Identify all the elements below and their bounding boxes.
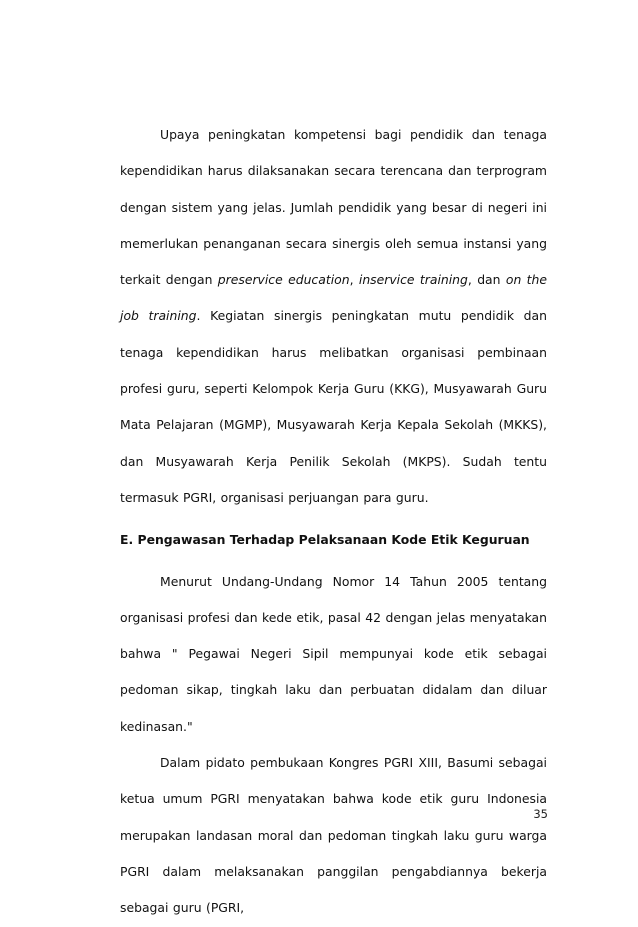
paragraph-law-reference: Menurut Undang-Undang Nomor 14 Tahun 2005 tentang organisasi profesi dan kede etik, pasal 42 dengan jelas menyatakan bahwa " Pegawai Negeri Sipil mempunyai kode etik sebagai pedoman sikap, tingkah laku dan perbuatan didalam dan diluar kedinasan." [120,573,547,734]
body-text [120,117,547,927]
section-heading: E. Pengawasan Terhadap Pelaksanaan Kode Etik Keguruan [120,532,530,548]
paragraph-text: . Kegiatan sinergis peningkatan mutu pendidik dan tenaga kependidikan harus melibatkan organisasi pembinaan profesi guru, seperti Kelompok Kerja Guru (KKG), Musyawarah Guru Mata Pelajaran (MGMP), Musyawarah Kerja Kepala Sekolah (MKKS), dan Musyawarah Kerja Penilik Sekolah (MKPS). Sudah tentu termasuk PGRI, organisasi perjuangan para guru. [120,308,547,505]
paragraph-pgri-congress: Dalam pidato pembukaan Kongres PGRI XIII, Basumi sebagai ketua umum PGRI menyatakan bahwa kode etik guru Indonesia merupakan landasan moral dan pedoman tingkah laku guru warga PGRI dalam melaksanakan panggilan pengabdiannya bekerja sebagai guru (PGRI, [120,755,547,916]
paragraph-text: Upaya peningkatan kompetensi bagi pendidik dan tenaga kependidikan harus dilaksanakan secara terencana dan terprogram dengan sistem yang jelas. Jumlah pendidik yang besar di negeri ini memerlukan penanganan secara sinergis oleh semua instansi yang terkait dengan [120,127,547,288]
page-number: 35 [533,807,548,821]
separator-text: , dan [467,272,506,288]
separator-text: , [349,272,359,288]
italic-term-on-the-job: on the job training [120,272,547,324]
italic-term-preservice: preservice education [217,272,350,288]
italic-term-inservice: inservice training [358,272,468,288]
paragraph-competence-improvement [120,117,547,516]
